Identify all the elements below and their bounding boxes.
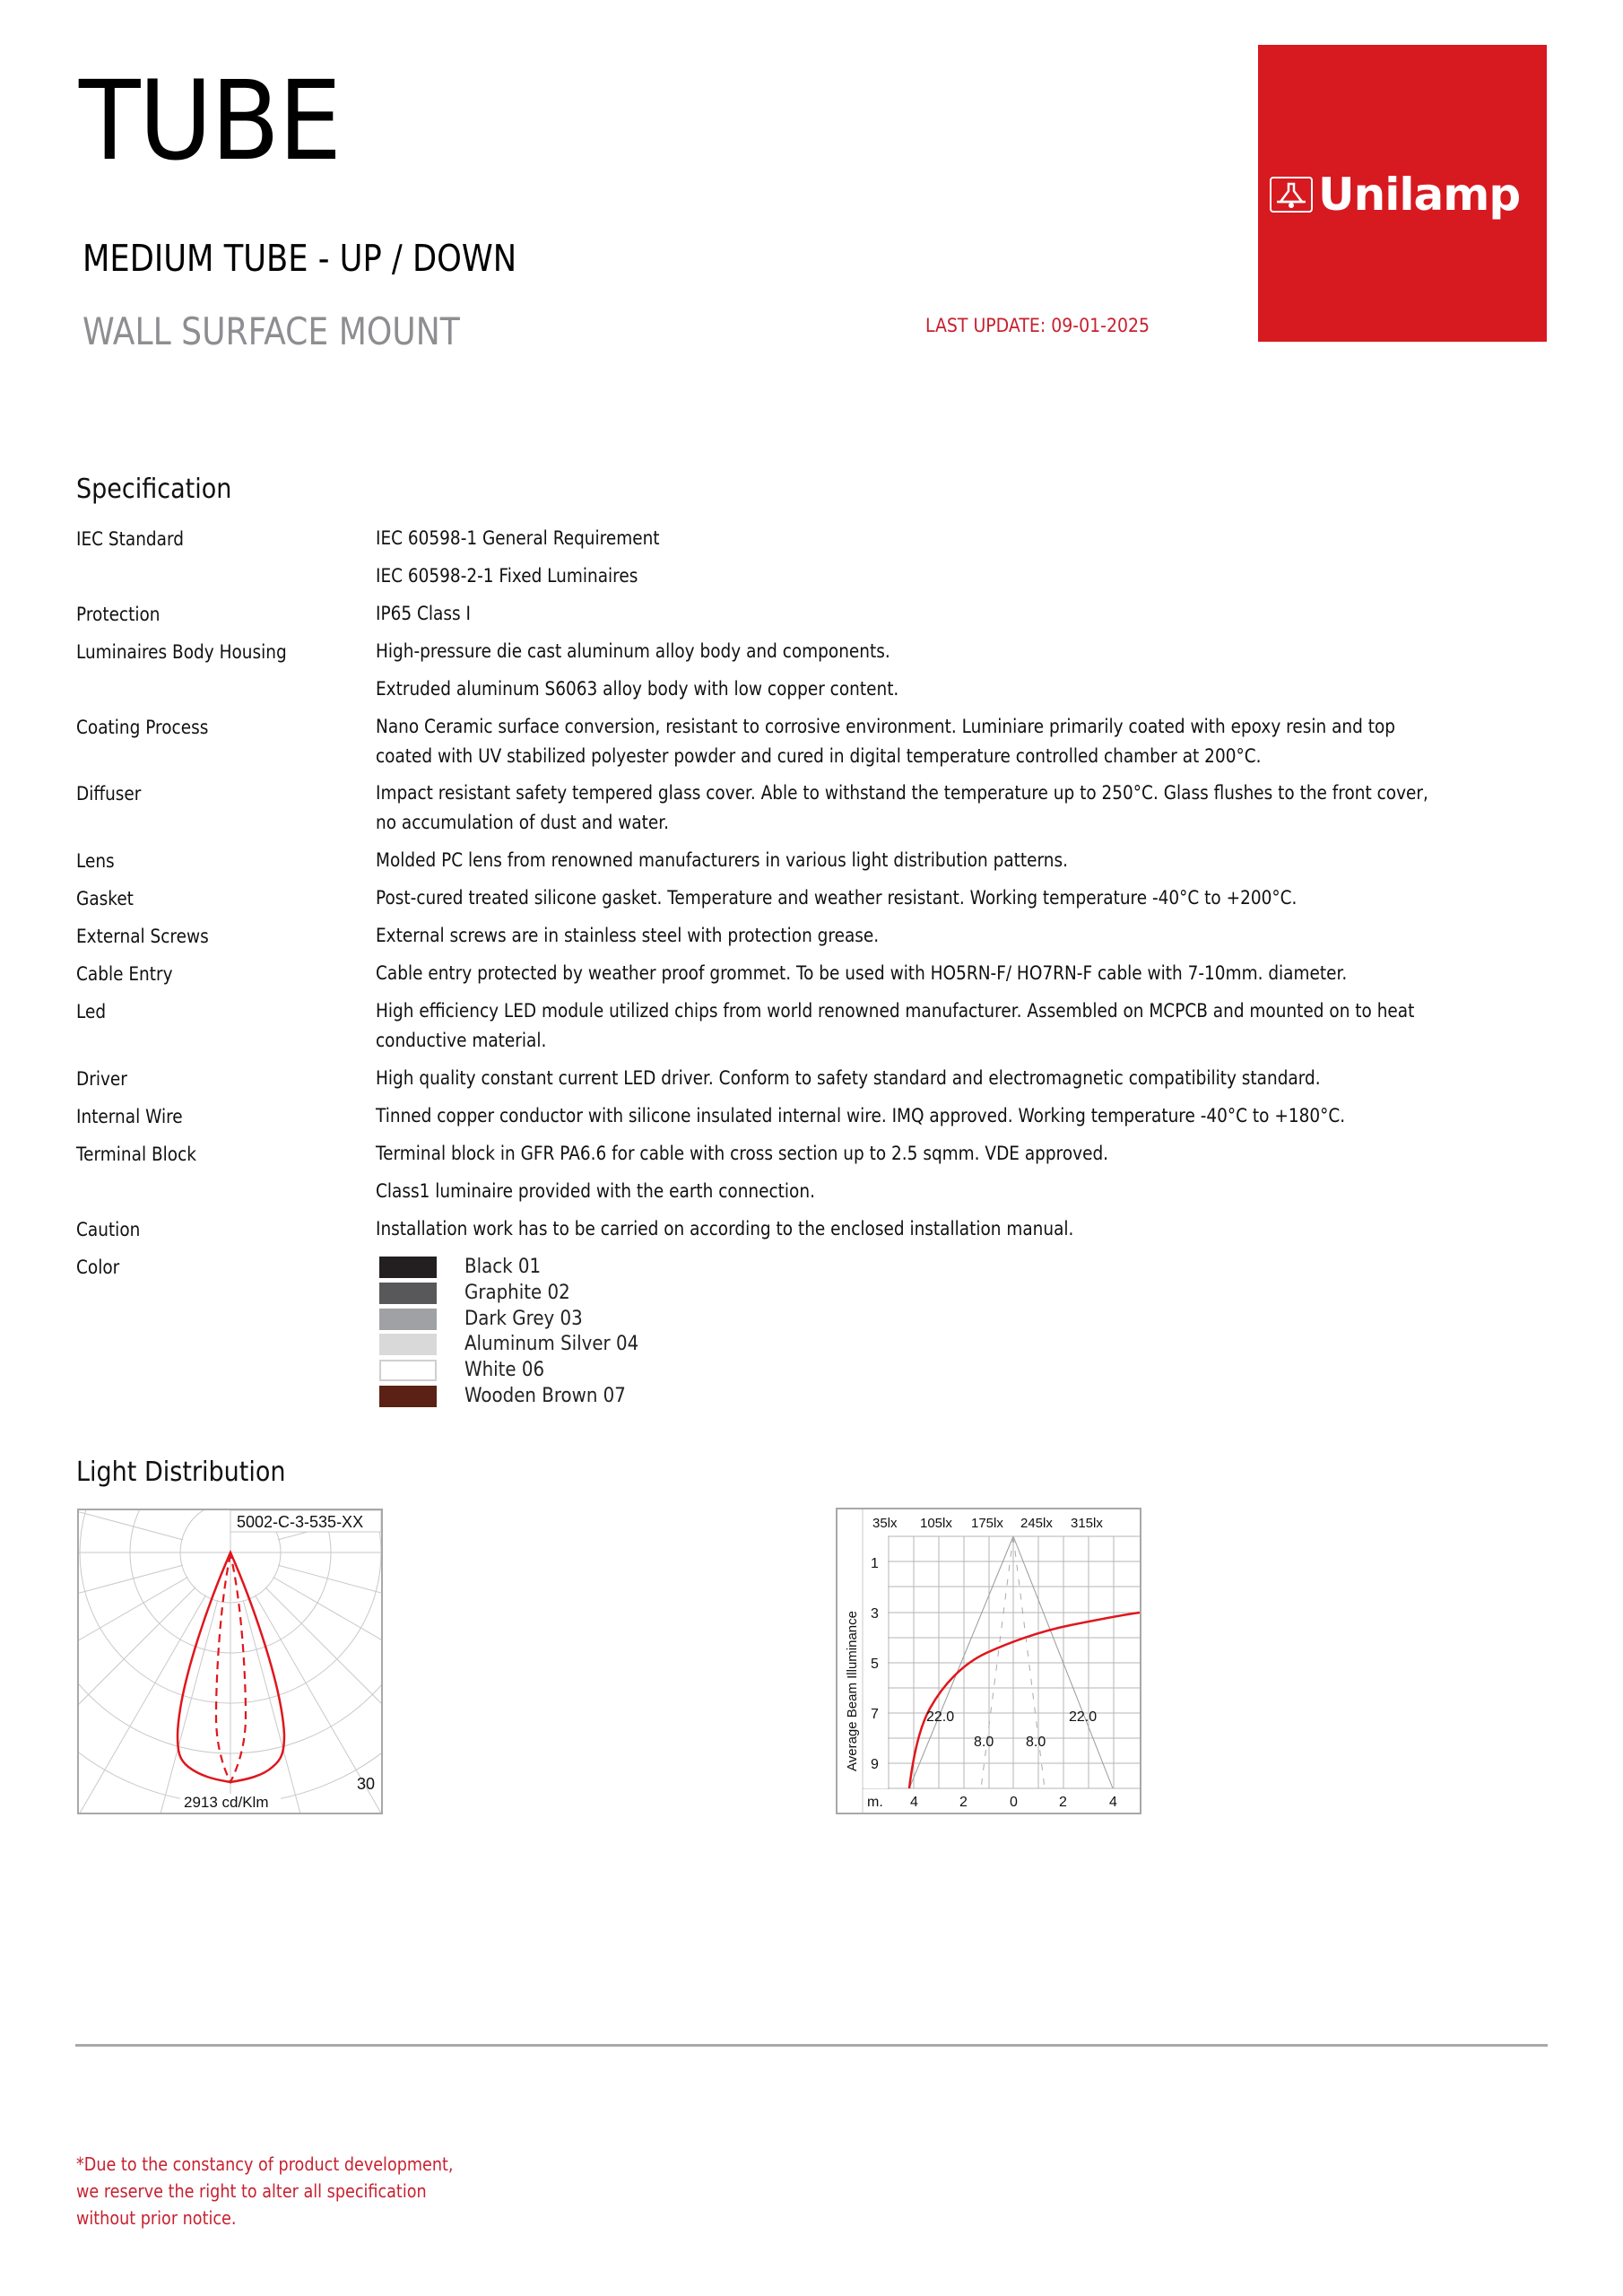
beam-angle-label: 22.0 <box>926 1709 955 1725</box>
spec-label-iec: IEC Standard <box>76 528 184 550</box>
disclaimer-line: *Due to the constancy of product development, <box>76 2153 454 2175</box>
x-unit-label: m. <box>867 1795 883 1810</box>
footer-divider <box>75 2044 1548 2047</box>
spec-value: High-pressure die cast aluminum alloy body and components. <box>376 640 890 662</box>
y-axis-label: Average Beam Illuminance <box>845 1611 860 1771</box>
last-update: LAST UPDATE: 09-01-2025 <box>925 315 1150 336</box>
spec-value: Molded PC lens from renowned manufacturers in various light distribution patterns. <box>376 849 1069 871</box>
distance-label: 7 <box>871 1707 879 1722</box>
x-tick: 2 <box>1059 1795 1067 1810</box>
spec-label-led: Led <box>76 1001 107 1022</box>
spec-value: Installation work has to be carried on according to the enclosed installation manual. <box>376 1218 1074 1239</box>
distance-label: 9 <box>871 1757 879 1772</box>
polar-distribution-chart <box>77 1509 383 1814</box>
disclaimer <box>76 2151 454 2231</box>
color-swatch-black <box>379 1257 437 1278</box>
spec-value: High quality constant current LED driver. Conform to safety standard and electromagnetic compatibility standard. <box>376 1067 1321 1089</box>
x-tick: 4 <box>1109 1795 1117 1810</box>
x-tick: 4 <box>910 1795 918 1810</box>
polar-model-label: 5002-C-3-535-XX <box>237 1513 364 1531</box>
spec-label-body-housing: Luminaires Body Housing <box>76 641 287 663</box>
distance-label: 1 <box>871 1556 879 1571</box>
spec-label-coating: Coating Process <box>76 717 209 738</box>
lux-label: 35lx <box>872 1516 898 1531</box>
color-swatch-aluminum-silver <box>379 1334 437 1355</box>
color-label: Wooden Brown 07 <box>464 1385 626 1407</box>
spec-value: Terminal block in GFR PA6.6 for cable with cross section up to 2.5 sqmm. VDE approved. <box>376 1143 1109 1164</box>
spec-value: IEC 60598-1 General Requirement <box>376 527 660 549</box>
spec-value: Class1 luminaire provided with the earth connection. <box>376 1180 815 1202</box>
polar-chart-svg <box>79 1510 381 1813</box>
color-swatch-dark-grey <box>379 1309 437 1330</box>
spec-value: IP65 Class I <box>376 603 471 624</box>
disclaimer-line: we reserve the right to alter all specification <box>76 2180 427 2202</box>
beam-angle-label: 22.0 <box>1069 1709 1098 1725</box>
product-subtitle: MEDIUM TUBE - UP / DOWN <box>82 237 517 280</box>
spec-label-caution: Caution <box>76 1219 141 1240</box>
color-label: White 06 <box>464 1359 545 1381</box>
spec-label-gasket: Gasket <box>76 888 134 909</box>
mount-type: WALL SURFACE MOUNT <box>82 309 460 353</box>
product-title: TUBE <box>79 57 341 185</box>
lux-label: 175lx <box>971 1516 1003 1531</box>
spec-value: Impact resistant safety tempered glass cover. Able to withstand the temperature up to 250°C. Glass flushes to the front cover, no accumulation of dust and water. <box>376 782 1428 833</box>
lux-label: 245lx <box>1020 1516 1053 1531</box>
spec-value: Tinned copper conductor with silicone insulated internal wire. IMQ approved. Working temperature -40°C to +180°C. <box>376 1105 1346 1126</box>
spec-value: External screws are in stainless steel with protection grease. <box>376 925 880 946</box>
specification-heading: Specification <box>76 474 232 505</box>
spec-value: Nano Ceramic surface conversion, resistant to corrosive environment. Luminiare primarily coated with epoxy resin and top coated with UV stabilized polyester powder and cured in digital temperature controlled chamber at 200°C. <box>376 716 1396 767</box>
brand-logo <box>1258 45 1547 342</box>
color-label: Black 01 <box>464 1256 542 1278</box>
light-distribution-heading: Light Distribution <box>76 1457 286 1488</box>
spec-label-protection: Protection <box>76 604 161 625</box>
beam-angle-label: 8.0 <box>974 1735 994 1750</box>
lamp-icon <box>1270 177 1313 213</box>
illuminance-chart-svg <box>838 1509 1140 1813</box>
color-label: Dark Grey 03 <box>464 1308 583 1330</box>
spec-label-lens: Lens <box>76 850 115 872</box>
color-swatch-wooden-brown <box>379 1386 437 1407</box>
spec-value: Cable entry protected by weather proof grommet. To be used with HO5RN-F/ HO7RN-F cable with 7-10mm. diameter. <box>376 962 1348 984</box>
spec-value: Post-cured treated silicone gasket. Temperature and weather resistant. Working temperature -40°C to +200°C. <box>376 887 1298 909</box>
color-swatch-white <box>379 1360 437 1381</box>
polar-angle-label: 30 <box>357 1775 376 1793</box>
polar-intensity-label: 2913 cd/Klm <box>184 1794 269 1811</box>
disclaimer-line: without prior notice. <box>76 2207 237 2229</box>
spec-value: High efficiency LED module utilized chips from world renowned manufacturer. Assembled on MCPCB and mounted on to heat conductive material. <box>376 1000 1415 1051</box>
spec-value: Extruded aluminum S6063 alloy body with low copper content. <box>376 678 899 700</box>
distance-label: 5 <box>871 1657 879 1672</box>
spec-label-terminal-block: Terminal Block <box>76 1144 196 1165</box>
spec-label-external-screws: External Screws <box>76 926 209 947</box>
lux-label: 315lx <box>1071 1516 1103 1531</box>
brand-name: Unilamp <box>1318 169 1521 221</box>
spec-label-cable-entry: Cable Entry <box>76 963 173 985</box>
lux-label: 105lx <box>920 1516 952 1531</box>
beam-angle-label: 8.0 <box>1026 1735 1046 1750</box>
spec-label-internal-wire: Internal Wire <box>76 1106 183 1127</box>
color-label: Graphite 02 <box>464 1282 570 1304</box>
illuminance-chart <box>836 1508 1141 1814</box>
spec-label-driver: Driver <box>76 1068 127 1090</box>
distance-label: 3 <box>871 1606 879 1622</box>
x-tick: 0 <box>1010 1795 1018 1810</box>
spec-label-diffuser: Diffuser <box>76 783 142 804</box>
x-tick: 2 <box>959 1795 968 1810</box>
color-swatch-graphite <box>379 1283 437 1304</box>
spec-label-color: Color <box>76 1257 120 1278</box>
color-label: Aluminum Silver 04 <box>464 1333 639 1355</box>
spec-value: IEC 60598-2-1 Fixed Luminaires <box>376 565 638 587</box>
